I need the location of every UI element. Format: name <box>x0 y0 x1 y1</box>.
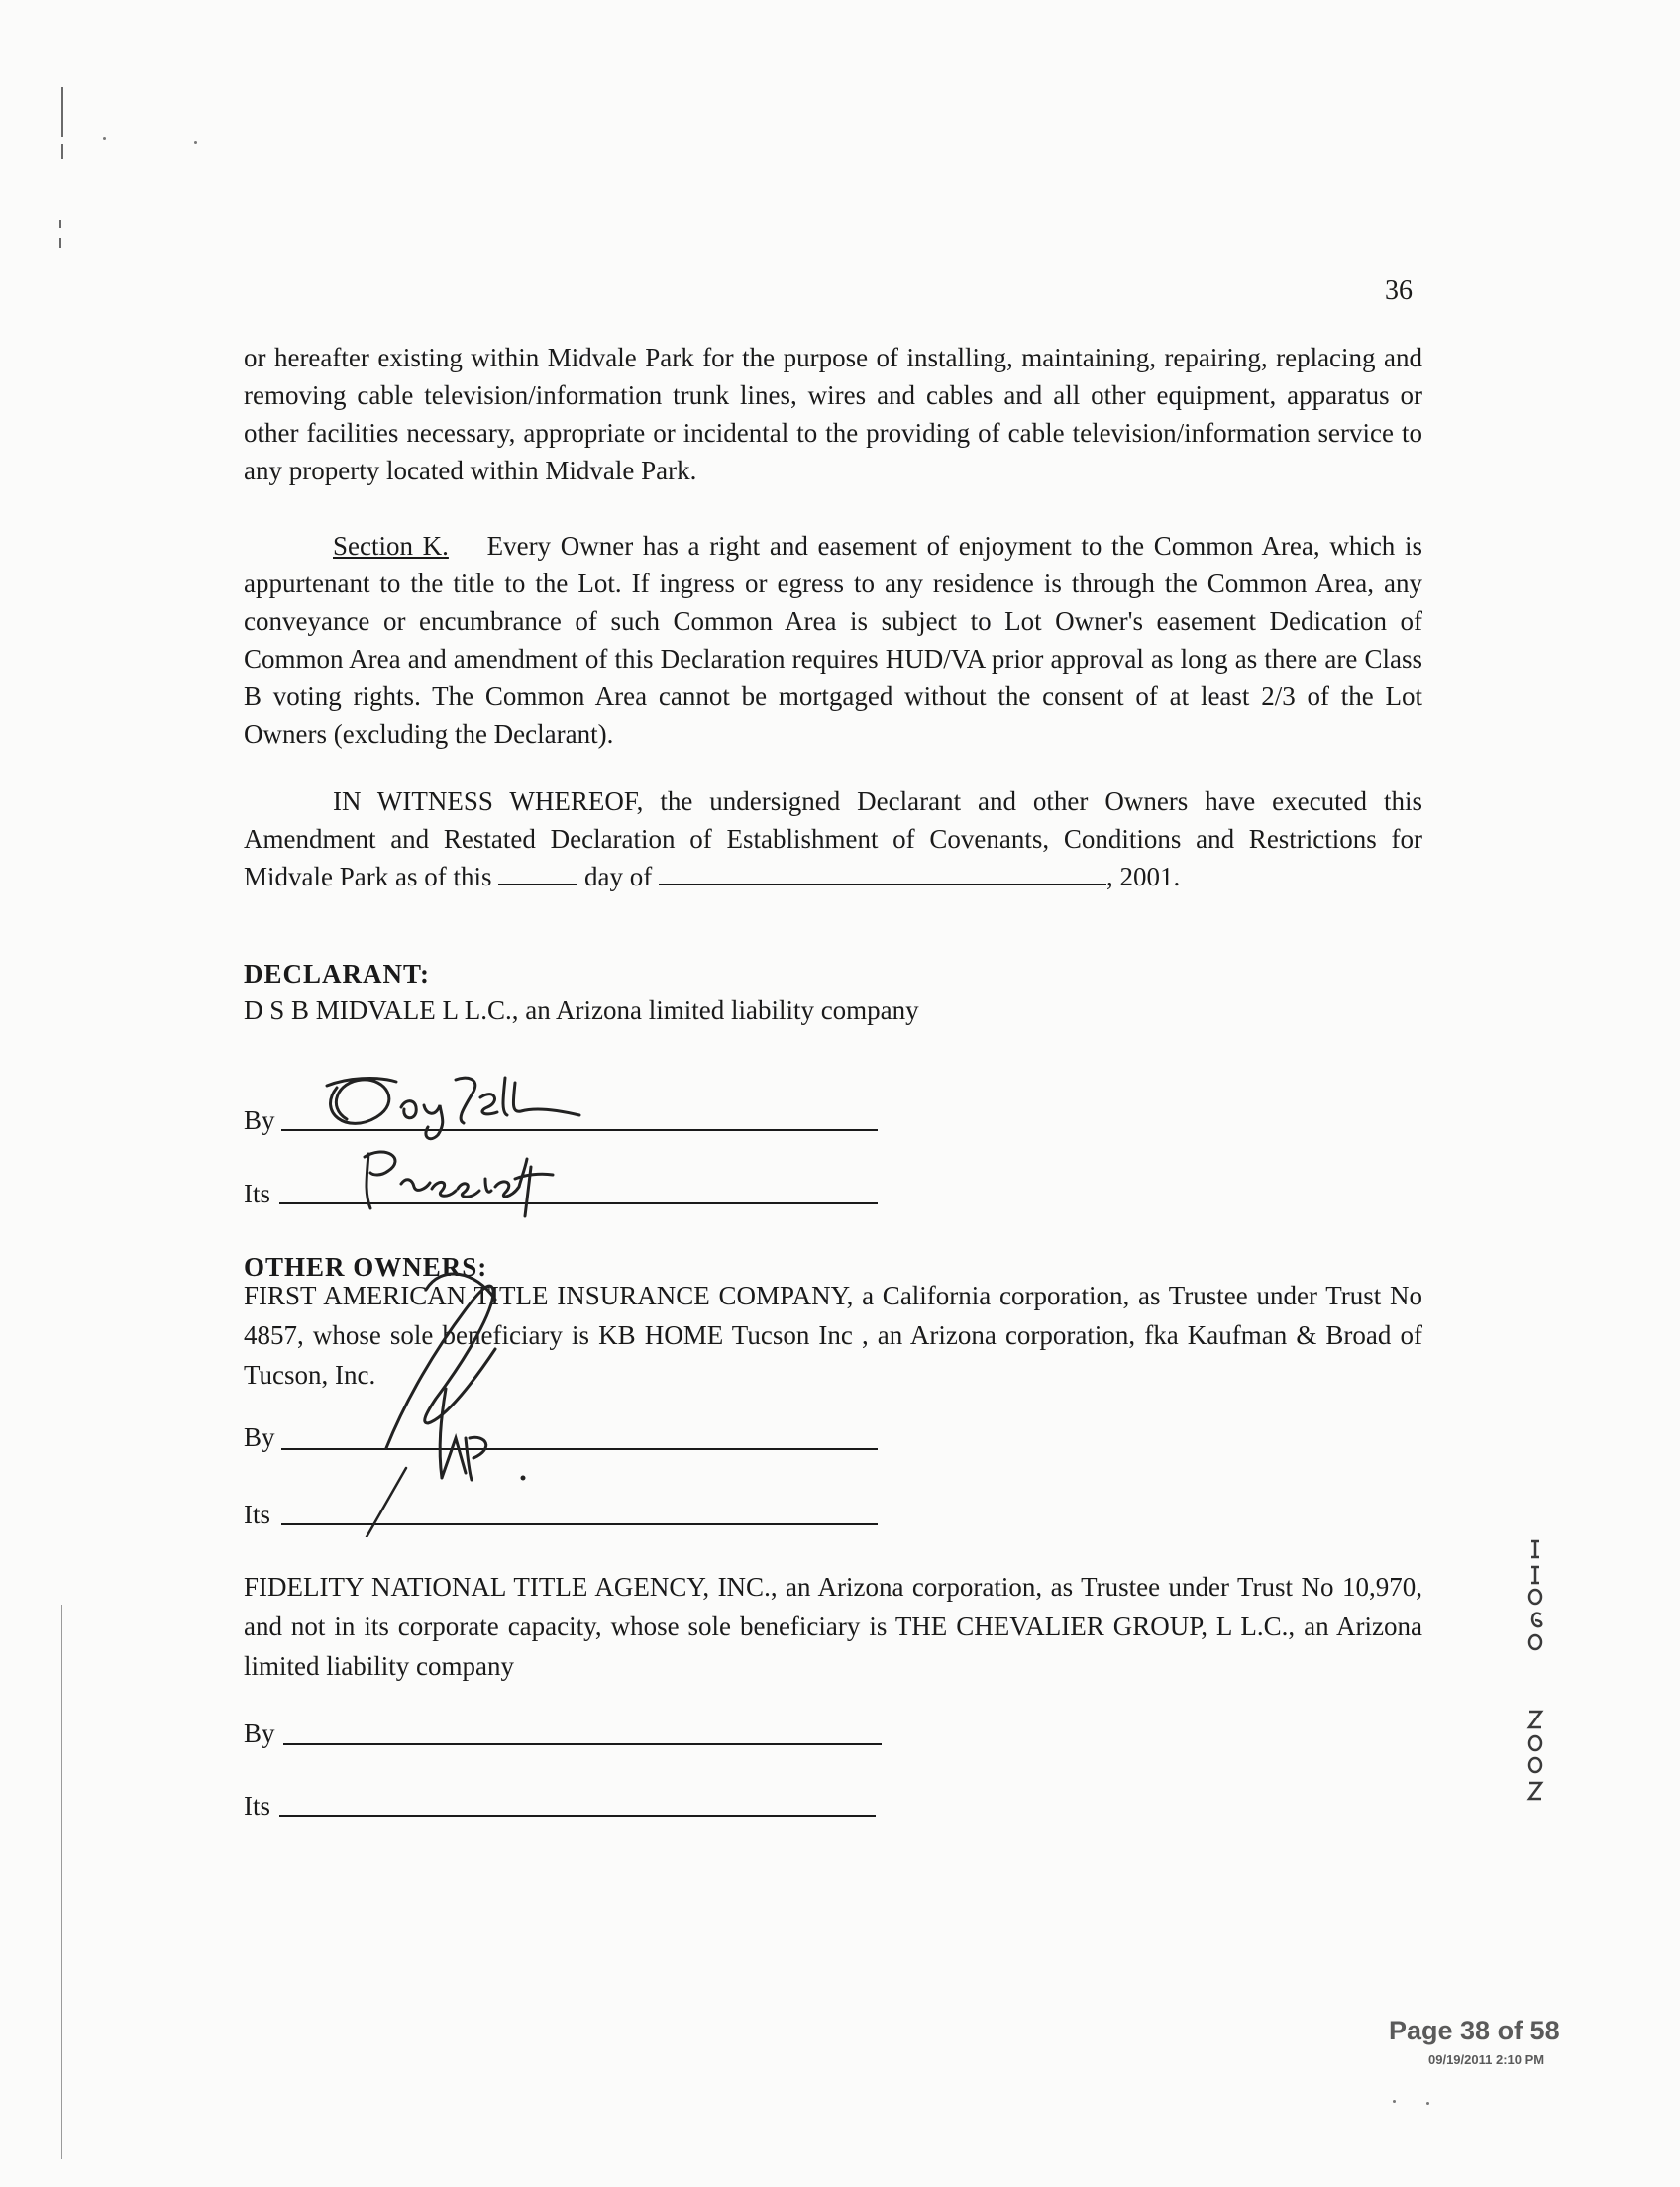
scan-margin-mark <box>59 220 61 228</box>
declarant-its-label: Its <box>244 1179 270 1208</box>
scan-margin-mark <box>61 1605 62 2159</box>
witness-text: IN WITNESS WHEREOF, the undersigned Declarant and other Owners have executed this Amendment and Restated Declaration of Establishment of Covenants, Conditions and Restrictions for Midvale Park as of this <box>244 786 1422 891</box>
scan-dust <box>103 137 106 140</box>
scan-dust <box>1393 2100 1396 2103</box>
scan-margin-mark <box>61 87 63 137</box>
footer-print-date: 09/19/2011 2:10 PM <box>1428 2052 1545 2067</box>
section-k-text: Every Owner has a right and easement of enjoyment to the Common Area, which is appurtenant to the title to the Lot. If ingress or egress to any residence is through the Common Area, any conveyance or encumbrance of such Common Area is subject to Lot Owner's easement Dedication of Common Area and amendment of this Declaration requires HUD/VA prior approval as long as there are Class B voting rights. The Common Area cannot be mortgaged without the consent of at least 2/3 of the Lot Owners (excluding the Declarant). <box>244 531 1422 749</box>
paragraph-section-k <box>244 527 1422 753</box>
declarant-by-label: By <box>244 1105 275 1135</box>
day-blank <box>498 860 578 885</box>
owner-2-its-label: Its <box>244 1791 270 1821</box>
scan-dust <box>1426 2102 1429 2105</box>
scan-dust <box>194 141 197 144</box>
month-blank <box>659 860 1106 885</box>
owner-2-its-line <box>279 1815 876 1817</box>
witness-day-of: day of <box>583 862 653 891</box>
owner-first-american: FIRST AMERICAN TITLE INSURANCE COMPANY, a California corporation, as Trustee under Trust No 4857, whose sole beneficiary is KB HOME Tucson Inc , an Arizona corporation, fka Kaufman & Broad of Tucson, Inc. <box>244 1281 1422 1390</box>
owner-2-by-label: By <box>244 1718 275 1748</box>
owner-1-signature <box>347 1250 545 1537</box>
declarant-signature <box>307 1058 584 1147</box>
section-k-label: Section K. <box>333 531 449 561</box>
owner-2-by-line <box>283 1743 882 1745</box>
owner-1-by-label: By <box>244 1422 275 1452</box>
paragraph-in-witness <box>244 782 1422 895</box>
recording-number-stamp <box>1518 1535 1557 1852</box>
owner-1-its-label: Its <box>244 1500 270 1529</box>
declarant-title-handwriting <box>347 1139 565 1218</box>
declarant-heading: DECLARANT: <box>244 959 431 989</box>
witness-year: , 2001. <box>1105 862 1181 891</box>
scan-margin-mark <box>61 144 63 159</box>
owner-fidelity-national: FIDELITY NATIONAL TITLE AGENCY, INC., an Arizona corporation, as Trustee under Trust No 10,970, and not in its corporate capacity, whose sole beneficiary is THE CHEVALIER GROUP, L L.C., an Arizona limited liability company <box>244 1572 1422 1681</box>
scan-margin-mark <box>59 238 61 248</box>
footer-page-count: Page 38 of 58 <box>1389 2016 1560 2045</box>
paragraph-cable-easement: or hereafter existing within Midvale Park for the purpose of installing, maintaining, repairing, replacing and removing cable television/information trunk lines, wires and cables and all other equipment, apparatus or other facilities necessary, appropriate or incidental to the providing of cable television/information service to any property located within Midvale Park. <box>244 343 1422 485</box>
declarant-name: D S B MIDVALE L L.C., an Arizona limited liability company <box>244 995 919 1025</box>
page-number: 36 <box>1385 275 1413 306</box>
other-owners-heading: OTHER OWNERS: <box>244 1252 488 1282</box>
